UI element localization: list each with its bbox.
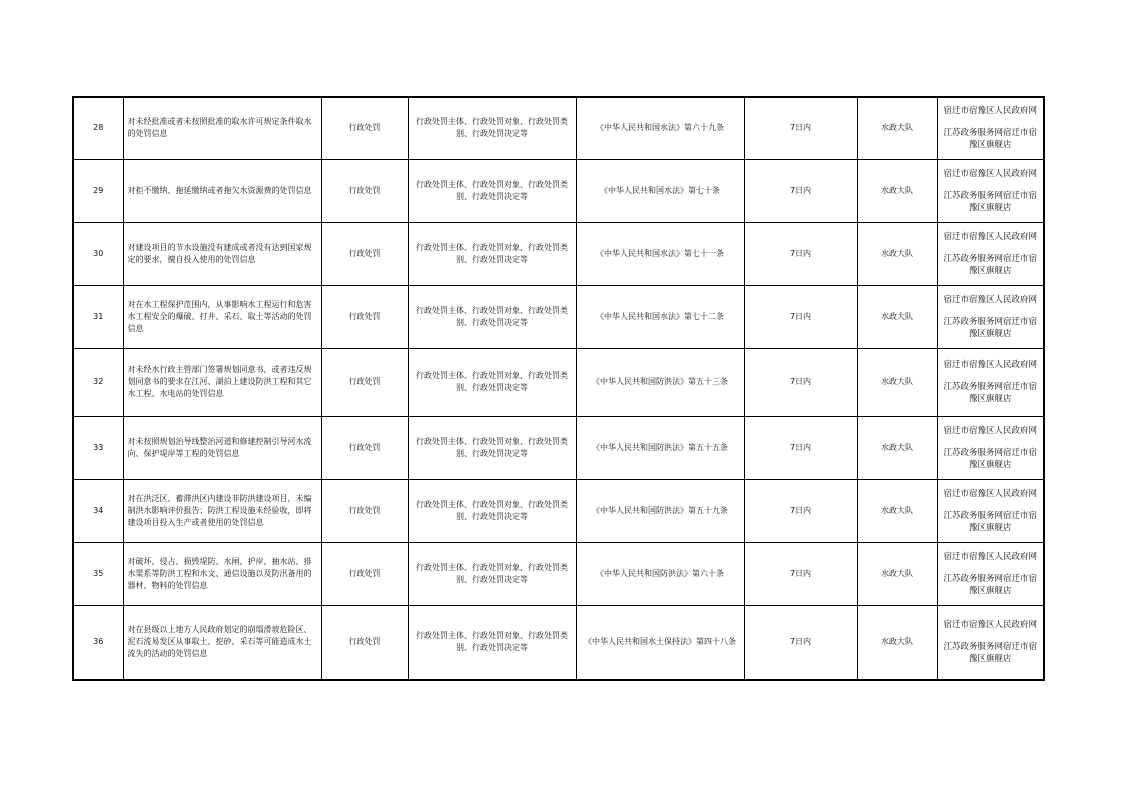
item-type-cell: 行政处罚: [321, 605, 408, 680]
table-row: [73, 97, 1044, 159]
channel-service-site: 江苏政务服务网宿迁市宿豫区旗舰店: [943, 642, 1037, 665]
table-row: [73, 159, 1044, 222]
row-number-cell: 31: [73, 285, 123, 348]
channel-gov-site: 宿迁市宿豫区人民政府网: [943, 294, 1037, 305]
channel-gov-site: 宿迁市宿豫区人民政府网: [943, 231, 1037, 242]
disclosure-item-cell: 对在县级以上地方人民政府划定的崩塌滑坡危险区、泥石流易发区从事取土、挖砂、采石等可能造成水土流失的活动的处罚信息: [123, 605, 321, 680]
disclosure-table: [72, 96, 1045, 681]
channel-spacer: [941, 371, 1041, 381]
legal-basis-cell: 《中华人民共和国水土保持法》第四十八条: [576, 605, 744, 680]
channel-service-site: 江苏政务服务网宿迁市宿豫区旗舰店: [943, 447, 1037, 470]
responsible-dept-cell: 水政大队: [857, 159, 937, 222]
disclosure-item-cell: 对在洪泛区、蓄滞洪区内建设非防洪建设项目，未编制洪水影响评价报告；防洪工程设施未经验收，即将建设项目投入生产或者使用的处罚信息: [123, 479, 321, 542]
legal-basis-cell: 《中华人民共和国防洪法》第五十九条: [576, 479, 744, 542]
table-body: [73, 97, 1044, 680]
disclosure-channel-cell: [937, 605, 1044, 680]
channel-spacer: [941, 500, 1041, 510]
disclosure-period-cell: 7日内: [744, 348, 857, 416]
table-row: [73, 542, 1044, 605]
row-number-cell: 33: [73, 416, 123, 479]
channel-service-site: 江苏政务服务网宿迁市宿豫区旗舰店: [943, 128, 1037, 151]
item-type-cell: 行政处罚: [321, 479, 408, 542]
disclosure-content-cell: 行政处罚主体、行政处罚对象、行政处罚类别、行政处罚决定等: [408, 416, 576, 479]
channel-gov-site: 宿迁市宿豫区人民政府网: [943, 168, 1037, 179]
channel-gov-site: 宿迁市宿豫区人民政府网: [943, 425, 1037, 436]
channel-spacer: [941, 563, 1041, 573]
disclosure-period-cell: 7日内: [744, 97, 857, 159]
channel-service-site: 江苏政务服务网宿迁市宿豫区旗舰店: [943, 510, 1037, 533]
row-number-cell: 36: [73, 605, 123, 680]
table-row: [73, 479, 1044, 542]
disclosure-channel-cell: [937, 97, 1044, 159]
channel-gov-site: 宿迁市宿豫区人民政府网: [943, 360, 1037, 370]
responsible-dept-cell: 水政大队: [857, 542, 937, 605]
disclosure-channel-cell: [937, 542, 1044, 605]
row-number-cell: 32: [73, 348, 123, 416]
channel-gov-site: 宿迁市宿豫区人民政府网: [943, 620, 1037, 631]
disclosure-content-cell: 行政处罚主体、行政处罚对象、行政处罚类别、行政处罚决定等: [408, 605, 576, 680]
disclosure-channel-cell: [937, 416, 1044, 479]
item-type-cell: 行政处罚: [321, 97, 408, 159]
item-type-cell: 行政处罚: [321, 542, 408, 605]
channel-spacer: [941, 631, 1041, 641]
disclosure-content-cell: 行政处罚主体、行政处罚对象、行政处罚类别、行政处罚决定等: [408, 348, 576, 416]
row-number-cell: 28: [73, 97, 123, 159]
disclosure-item-cell: 对未按照规划治导线整治河道和修建控制引导河水流向、保护堤岸等工程的处罚信息: [123, 416, 321, 479]
disclosure-content-cell: 行政处罚主体、行政处罚对象、行政处罚类别、行政处罚决定等: [408, 542, 576, 605]
legal-basis-cell: 《中华人民共和国水法》第七十条: [576, 159, 744, 222]
disclosure-period-cell: 7日内: [744, 416, 857, 479]
legal-basis-cell: 《中华人民共和国防洪法》第六十条: [576, 542, 744, 605]
legal-basis-cell: 《中华人民共和国水法》第六十九条: [576, 97, 744, 159]
disclosure-content-cell: 行政处罚主体、行政处罚对象、行政处罚类别、行政处罚决定等: [408, 97, 576, 159]
legal-basis-cell: 《中华人民共和国水法》第七十二条: [576, 285, 744, 348]
responsible-dept-cell: 水政大队: [857, 97, 937, 159]
row-number-cell: 34: [73, 479, 123, 542]
legal-basis-cell: 《中华人民共和国水法》第七十一条: [576, 222, 744, 285]
row-number-cell: 30: [73, 222, 123, 285]
disclosure-content-cell: 行政处罚主体、行政处罚对象、行政处罚类别、行政处罚决定等: [408, 159, 576, 222]
channel-service-site: 江苏政务服务网宿迁市宿豫区旗舰店: [943, 573, 1037, 596]
channel-service-site: 江苏政务服务网宿迁市宿豫区旗舰店: [943, 382, 1037, 404]
channel-service-site: 江苏政务服务网宿迁市宿豫区旗舰店: [943, 316, 1037, 339]
disclosure-channel-cell: [937, 285, 1044, 348]
disclosure-item-cell: 对在水工程保护范围内，从事影响水工程运行和危害水工程安全的爆破、打井、采石、取土等活动的处罚信息: [123, 285, 321, 348]
table-row: [73, 348, 1044, 416]
channel-spacer: [941, 243, 1041, 253]
disclosure-channel-cell: [937, 479, 1044, 542]
disclosure-item-cell: 对未经水行政主管部门签署规划同意书，或者违反规划同意书的要求在江河、湖泊上建设防洪工程和其它水工程、水电站的处罚信息: [123, 348, 321, 416]
disclosure-period-cell: 7日内: [744, 285, 857, 348]
channel-service-site: 江苏政务服务网宿迁市宿豫区旗舰店: [943, 253, 1037, 276]
item-type-cell: 行政处罚: [321, 416, 408, 479]
disclosure-channel-cell: [937, 348, 1044, 416]
responsible-dept-cell: 水政大队: [857, 348, 937, 416]
item-type-cell: 行政处罚: [321, 222, 408, 285]
disclosure-item-cell: 对建设项目的节水设施没有建成或者没有达到国家规定的要求，擅自投入使用的处罚信息: [123, 222, 321, 285]
responsible-dept-cell: 水政大队: [857, 605, 937, 680]
disclosure-period-cell: 7日内: [744, 605, 857, 680]
table-row: [73, 222, 1044, 285]
row-number-cell: 35: [73, 542, 123, 605]
disclosure-period-cell: 7日内: [744, 479, 857, 542]
channel-gov-site: 宿迁市宿豫区人民政府网: [943, 551, 1037, 562]
disclosure-period-cell: 7日内: [744, 159, 857, 222]
disclosure-content-cell: 行政处罚主体、行政处罚对象、行政处罚类别、行政处罚决定等: [408, 222, 576, 285]
row-number-cell: 29: [73, 159, 123, 222]
channel-spacer: [941, 117, 1041, 127]
channel-gov-site: 宿迁市宿豫区人民政府网: [943, 488, 1037, 499]
item-type-cell: 行政处罚: [321, 348, 408, 416]
legal-basis-cell: 《中华人民共和国防洪法》第五十五条: [576, 416, 744, 479]
disclosure-item-cell: 对拒不缴纳、拖延缴纳或者拖欠水资源费的处罚信息: [123, 159, 321, 222]
responsible-dept-cell: 水政大队: [857, 479, 937, 542]
channel-service-site: 江苏政务服务网宿迁市宿豫区旗舰店: [943, 190, 1037, 213]
channel-gov-site: 宿迁市宿豫区人民政府网: [943, 106, 1037, 117]
channel-spacer: [941, 306, 1041, 316]
responsible-dept-cell: 水政大队: [857, 222, 937, 285]
disclosure-period-cell: 7日内: [744, 222, 857, 285]
legal-basis-cell: 《中华人民共和国防洪法》第五十三条: [576, 348, 744, 416]
table-row: [73, 285, 1044, 348]
responsible-dept-cell: 水政大队: [857, 416, 937, 479]
responsible-dept-cell: 水政大队: [857, 285, 937, 348]
disclosure-period-cell: 7日内: [744, 542, 857, 605]
table-row: [73, 605, 1044, 680]
disclosure-item-cell: 对未经批准或者未按照批准的取水许可规定条件取水的处罚信息: [123, 97, 321, 159]
item-type-cell: 行政处罚: [321, 159, 408, 222]
disclosure-content-cell: 行政处罚主体、行政处罚对象、行政处罚类别、行政处罚决定等: [408, 285, 576, 348]
channel-spacer: [941, 180, 1041, 190]
channel-spacer: [941, 437, 1041, 447]
table-row: [73, 416, 1044, 479]
disclosure-item-cell: 对破坏、侵占、损毁堤防、水闸、护岸、抽水站、排水渠系等防洪工程和水文、通信设施以及防汛备用的器材、物料的处罚信息: [123, 542, 321, 605]
disclosure-channel-cell: [937, 159, 1044, 222]
disclosure-content-cell: 行政处罚主体、行政处罚对象、行政处罚类别、行政处罚决定等: [408, 479, 576, 542]
item-type-cell: 行政处罚: [321, 285, 408, 348]
disclosure-channel-cell: [937, 222, 1044, 285]
